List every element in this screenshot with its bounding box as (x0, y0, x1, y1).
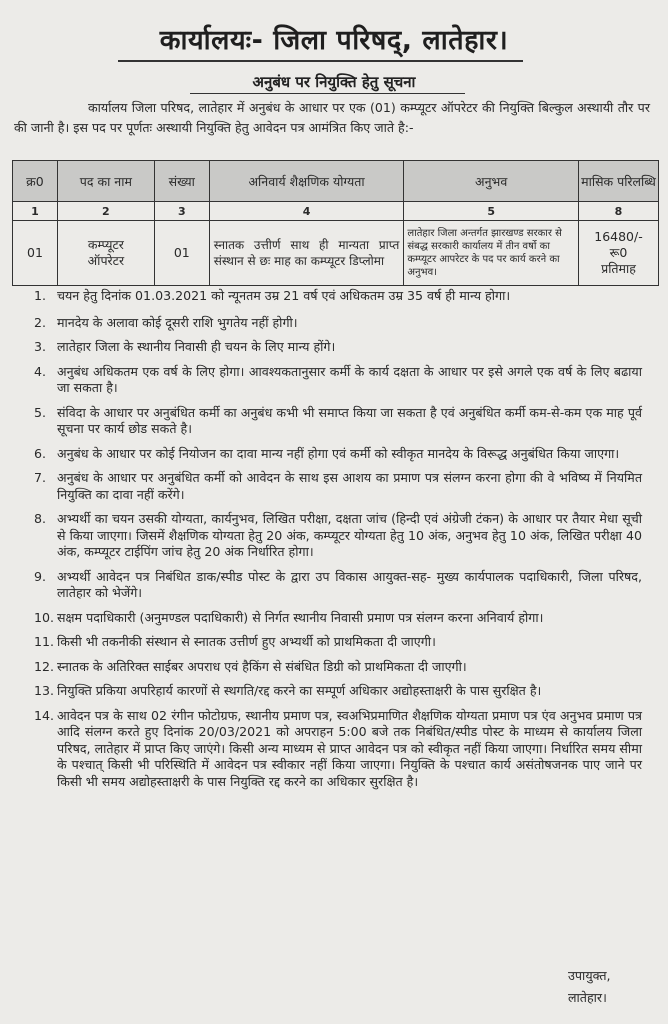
term-number: 1. (34, 288, 47, 303)
term-text: किसी भी तकनीकी संस्थान से स्नातक उत्तीर्ण हुए अभ्यर्थी को प्राथमिकता दी जाएगी। (57, 634, 436, 649)
term-number: 9. (34, 568, 47, 584)
header-salary: मासिक परिलब्धि (579, 161, 659, 202)
term-item (0, 315, 668, 332)
term-number: 13. (34, 683, 55, 698)
colnum: 8 (579, 202, 659, 221)
term-number: 2. (34, 314, 47, 330)
term-text: आवेदन पत्र के साथ 02 रंगीन फोटोग्रफ, स्थानीय प्रमाण पत्र, स्वअभिप्रमाणित शैक्षणिक योग्यता प्रमाण पत्र एंव अनुभव प्रमाण पत्र आदि संलग्न करते हुए दिनांक 20/03/2021 को अपराहन 5:00 बजे तक निबंधित/स्पीड पोस्ट के माध्यम से कार्यालय जिला परिषद, लातेहार में प्राप्त किए जाएंगे। किसी अन्य माध्यम से प्राप्त आवेदन पत्र को स्वीकृत नहीं किया जाएगा। निर्धारित समय सीमा के पश्चात् किसी भी परिस्थिति में आवेदन पत्र स्वीकार नहीं किया जाएगा। नियुक्ति के पश्चात कार्य असंतोषजनक पाए जाने पर किसी भी समय अद्योहस्ताक्षरी के पास नियुक्ति रद्द करने का अधिकार सुरक्षित है। (57, 707, 642, 789)
term-number: 5. (34, 404, 47, 420)
colnum: 1 (13, 202, 58, 221)
cell-qualification: स्नातक उत्तीर्ण साथ ही मान्यता प्राप्त संस्थान से छः माह का कम्प्यूटर डिप्लोमा (209, 221, 404, 286)
term-number: 4. (34, 363, 47, 379)
colnum: 2 (57, 202, 154, 221)
term-text: मानदेय के अलावा कोई दूसरी राशि भुगतेय नहीं होगी। (57, 314, 298, 330)
term-item (0, 446, 668, 463)
term-text: स्नातक के अतिरिक्त साईबर अपराध एवं हैकिंग से संबंधित डिग्री को प्राथमिकता दी जाएगी। (57, 658, 467, 674)
term-item (0, 634, 668, 651)
term-number: 7. (34, 470, 47, 485)
term-item (0, 708, 668, 791)
cell-count: 01 (154, 221, 209, 286)
term-item (0, 610, 668, 627)
term-number: 6. (34, 445, 47, 461)
header-serial: क्र0 (13, 161, 58, 202)
table-row (13, 221, 659, 286)
term-item (0, 683, 668, 700)
term-text: संविदा के आधार पर अनुबंधित कर्मी का अनुबंध कभी भी समाप्त किया जा सकता है एवं अनुबंधित कर्मी कम-से-कम एक माह पूर्व सूचना पर कार्य छोड सकते है। (57, 404, 642, 436)
term-item (0, 569, 668, 602)
term-text: नियुक्ति प्रकिया अपरिहार्य कारणों से स्थगति/रद्द करने का सम्पूर्ण अधिकार अद्योहस्ताक्षरी के पास सुरक्षित है। (57, 683, 542, 698)
header-qualification: अनिवार्य शैक्षणिक योग्यता (209, 161, 404, 202)
term-item (0, 511, 668, 561)
title-underline (118, 60, 523, 62)
cell-experience: लातेहार जिला अन्तर्गत झारखण्ड सरकार से संबद्ध सरकारी कार्यालय में तीन वर्षो का कम्प्यूटर आपरेटर के पद पर कार्य करने का अनुभव। (404, 221, 579, 286)
term-item (0, 470, 668, 503)
colnum: 4 (209, 202, 404, 221)
term-text: अभ्यर्थी आवेदन पत्र निबंधित डाक/स्पीड पोस्ट के द्वारा उप विकास आयुक्त-सह- मुख्य कार्यपालक पदाधिकारी, जिला परिषद, लातेहार को भेजेंगे। (57, 568, 642, 600)
term-item (0, 659, 668, 676)
header-count: संख्या (154, 161, 209, 202)
notice-subtitle: अनुबंध पर नियुक्ति हेतु सूचना (252, 73, 416, 91)
signatory-place: लातेहार। (568, 990, 607, 1005)
signature-block (568, 965, 611, 1009)
signatory-designation: उपायुक्त, (568, 968, 611, 983)
cell-salary (579, 221, 659, 286)
term-number: 10. (34, 609, 55, 625)
terms-list (0, 288, 668, 790)
colnum: 5 (404, 202, 579, 221)
office-title: कार्यालयः- जिला परिषद्, लातेहार। (159, 25, 509, 56)
term-text: अनुबंध के आधार पर अनुबंधित कर्मी को आवेदन के साथ इस आशय का प्रमाण पत्र संलग्न करना होगा की वे भविष्य में नियमित नियुक्ति का दावा नहीं करेंगे। (57, 470, 642, 502)
table-header-row (13, 161, 659, 202)
salary-amount: 16480/-रू0 (594, 229, 643, 260)
cell-post: कम्प्यूटर ऑपरेटर (57, 221, 154, 286)
term-number: 3. (34, 339, 47, 354)
term-text: अनुबंध अधिकतम एक वर्ष के लिए होगा। आवश्यकतानुसार कर्मी के कार्य दक्षता के आधार पर इसे अगले एक वर्ष के लिए बढाया जा सकता है। (57, 363, 642, 395)
term-item (0, 405, 668, 438)
term-number: 14. (34, 707, 55, 723)
table-colnum-row (13, 202, 659, 221)
subtitle-underline (190, 93, 465, 94)
term-text: सक्षम पदाधिकारी (अनुमण्डल पदाधिकारी) से निर्गत स्थानीय निवासी प्रमाण पत्र संलग्न करना अनिवार्य होगा। (57, 609, 544, 625)
term-text: अनुबंध के आधार पर कोई नियोजन का दावा मान्य नहीं होगा एवं कर्मी को स्वीकृत मानदेय के विरूद्ध अनुबंधित किया जाएगा। (57, 445, 620, 461)
vacancy-table (12, 160, 659, 286)
term-number: 12. (34, 658, 55, 674)
intro-paragraph: कार्यालय जिला परिषद, लातेहार में अनुबंध के आधार पर एक (01) कम्प्यूटर ऑपरेटर की नियुक्ति बिल्कुल अस्थायी तौर पर की जानी है। इस पद पर पूर्णतः अस्थायी नियुक्ति हेतु आवेदन पत्र आमंत्रित किए जाते है:- (14, 100, 650, 135)
term-text: अभ्यर्थी का चयन उसकी योग्यता, कार्यनुभव, लिखित परीक्षा, दक्षता जांच (हिन्दी एवं अंग्रेजी टंकन) के आधार पर तैयार मेधा सूची से किया जाएगा। जिसमें शैक्षणिक योग्यता हेतु 20 अंक, कम्प्यूटर योग्यता हेतु 10 अंक, अनुभव हेतु 10 अंक, लिखित परीक्षा 40 अंक, कम्प्यूटर टाईपिंग जांच हेतु 20 अंक निर्धारित होगा। (57, 511, 642, 559)
term-item (0, 364, 668, 397)
term-item (0, 288, 668, 305)
colnum: 3 (154, 202, 209, 221)
term-text: लातेहार जिला के स्थानीय निवासी ही चयन के लिए मान्य होंगे। (57, 339, 336, 354)
salary-period: प्रतिमाह (601, 261, 636, 276)
cell-serial: 01 (13, 221, 58, 286)
header-experience: अनुभव (404, 161, 579, 202)
term-number: 8. (34, 511, 47, 526)
term-item (0, 339, 668, 356)
term-number: 11. (34, 634, 55, 649)
header-post: पद का नाम (57, 161, 154, 202)
term-text: चयन हेतु दिनांक 01.03.2021 को न्यूनतम उम्र 21 वर्ष एवं अधिकतम उम्र 35 वर्ष ही मान्य होगा। (57, 288, 511, 303)
